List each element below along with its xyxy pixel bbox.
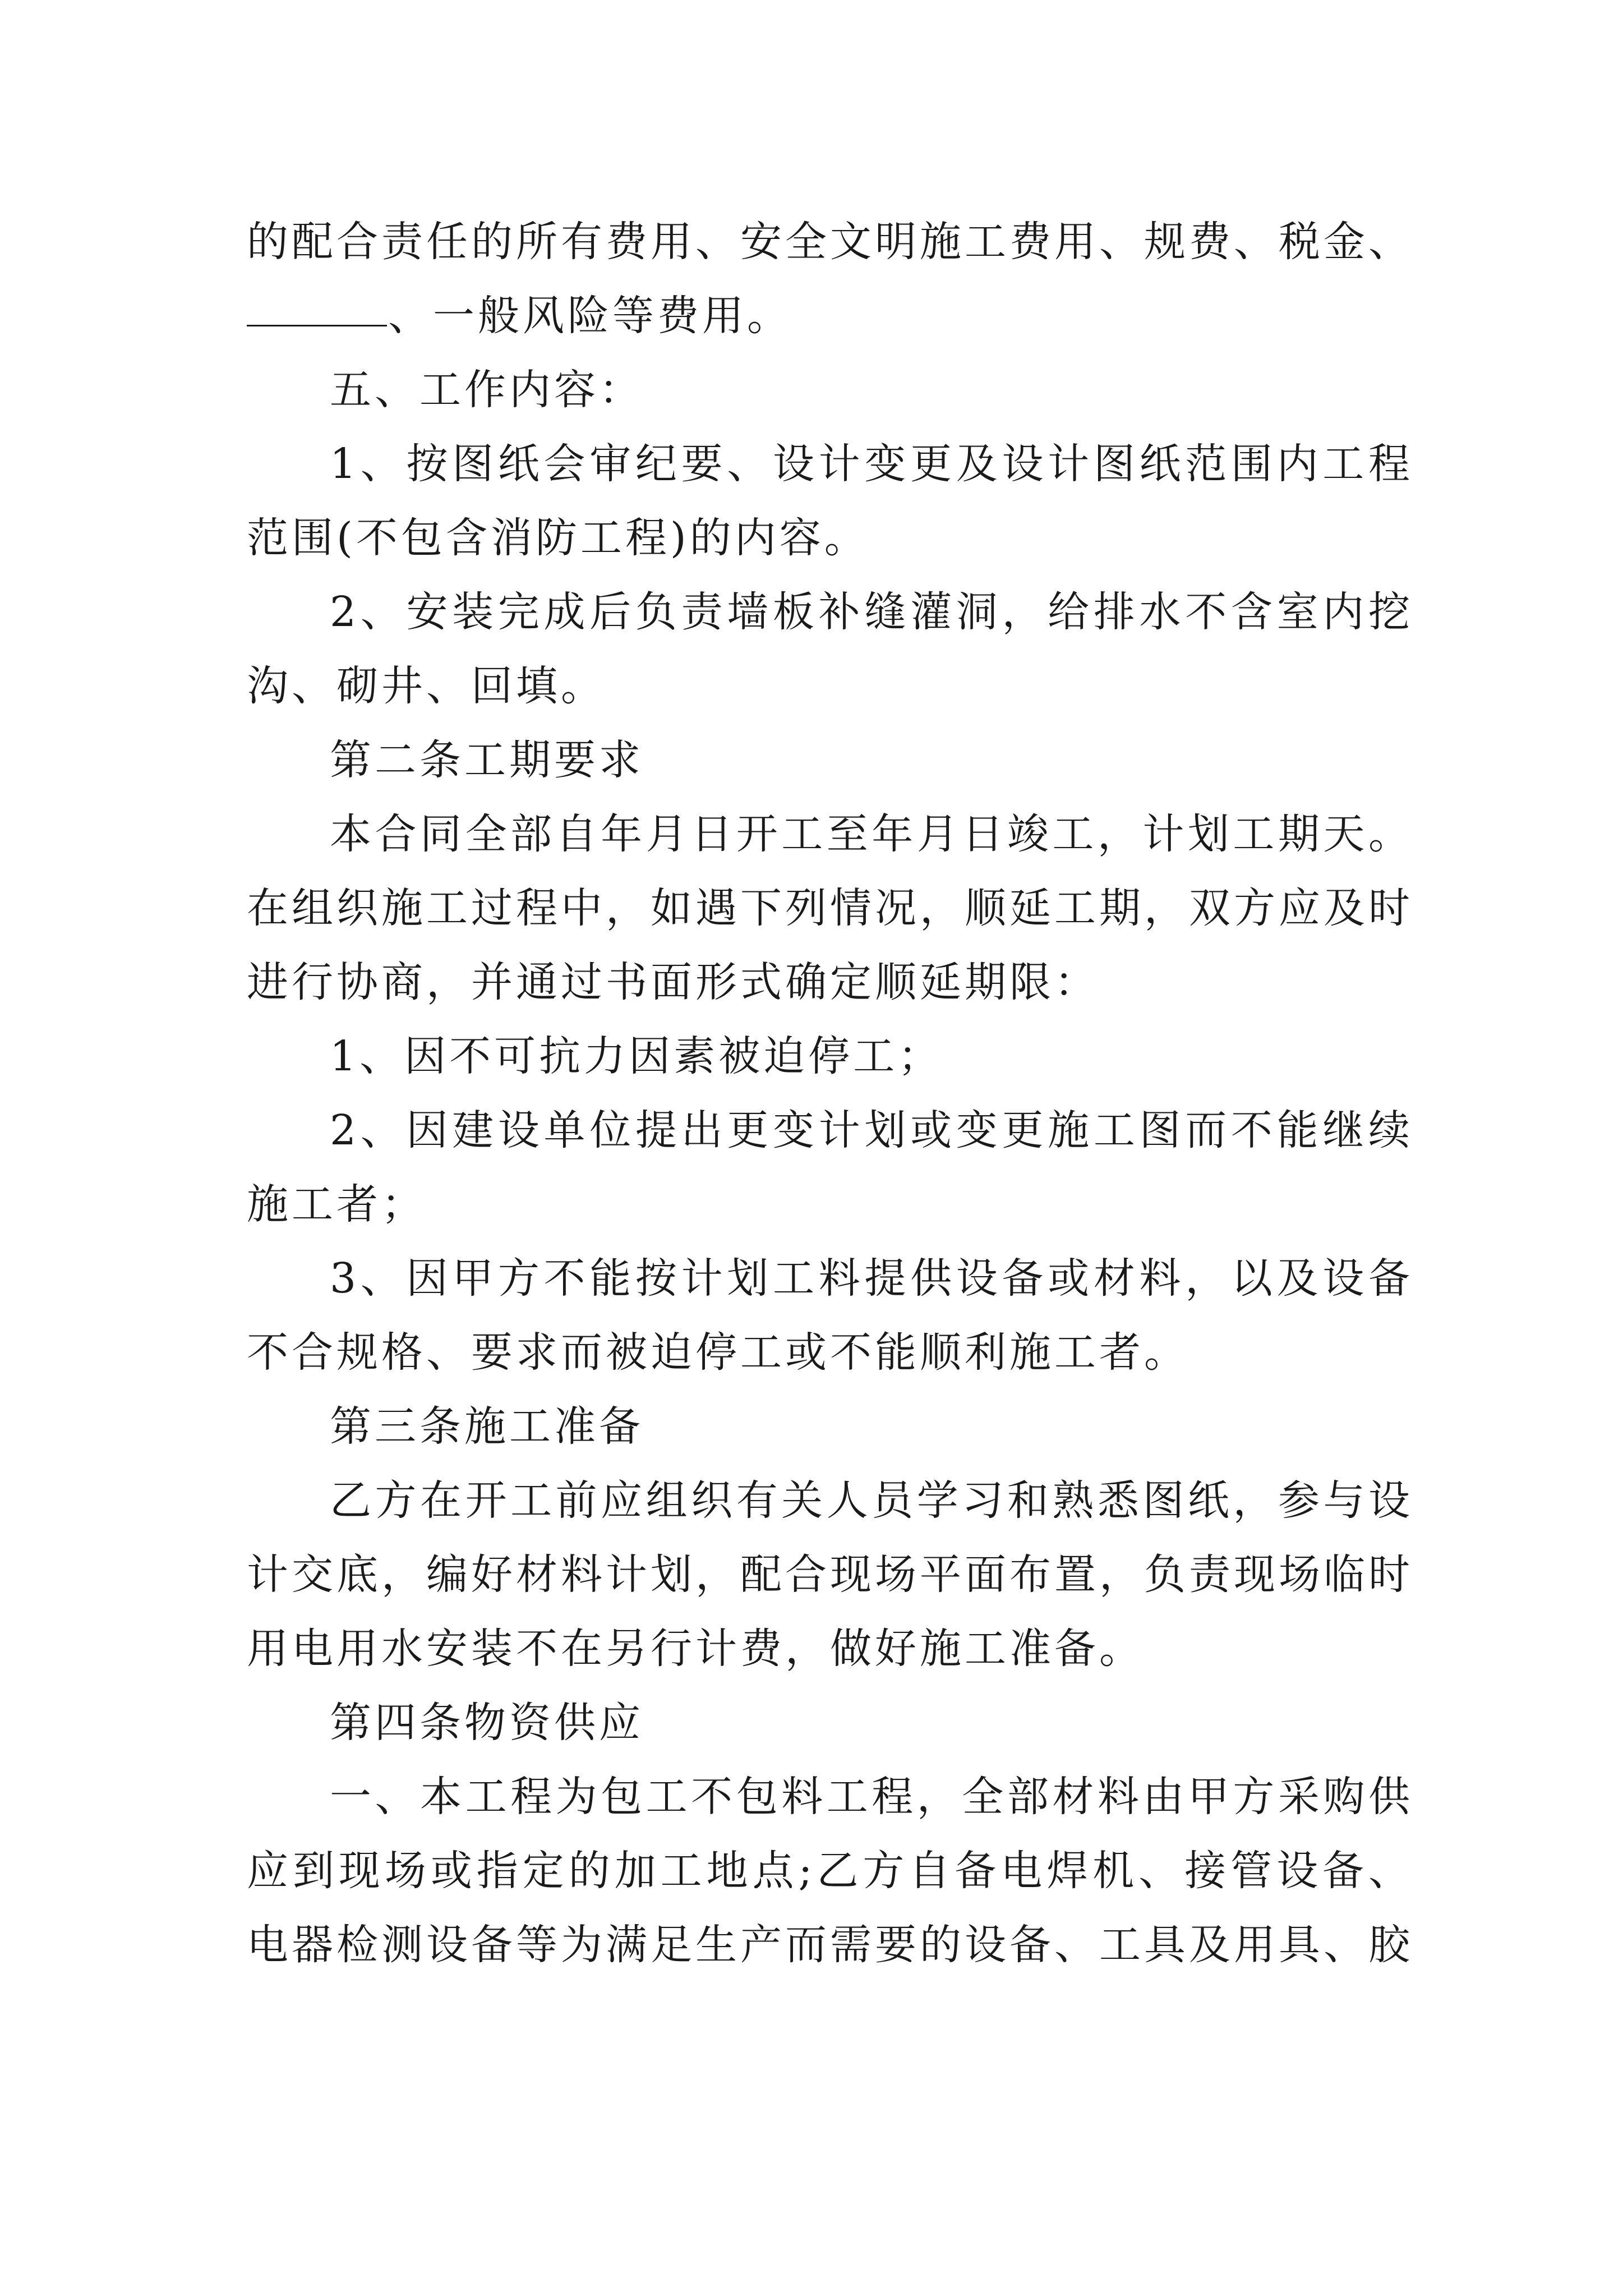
paragraph-text: 3、因甲方不能按计划工料提供设备或材料，以及设备不合规格、要求而被迫停工或不能顺利施工者。 [247,1254,1413,1377]
list-item [247,427,1413,575]
paragraph-text: 1、按图纸会审纪要、设计变更及设计图纸范围内工程范围(不包含消防工程)的内容。 [247,440,1413,562]
paragraph-text: 第二条工期要求 [330,736,644,784]
article-heading [247,723,1413,797]
paragraph [247,1760,1413,1982]
paragraph-continuation [247,205,1413,279]
paragraph-text: 第四条物资供应 [330,1699,644,1747]
fill-in-blank [247,324,387,326]
list-item [247,1019,1413,1093]
paragraph-text: 一、本工程为包工不包料工程，全部材料由甲方采购供应到现场或指定的加工地点;乙方自备电焊机、接管设备、电器检测设备等为满足生产而需要的设备、工具及用具、胶 [247,1773,1413,1969]
article-heading [247,1389,1413,1464]
paragraph-text: 1、因不可抗力因素被迫停工； [330,1032,943,1080]
paragraph-text: 的配合责任的所有费用、安全文明施工费用、规费、税金、 [247,218,1413,266]
paragraph-text: 乙方在开工前应组织有关人员学习和熟悉图纸，参与设计交底，编好材料计划，配合现场平面布置，负责现场临时用电用水安装不在另行计费，做好施工准备。 [247,1476,1413,1673]
list-item [247,1093,1413,1241]
article-heading [247,1686,1413,1760]
paragraph-text: 2、因建设单位提出更变计划或变更施工图而不能继续施工者； [247,1106,1413,1228]
document-body [247,205,1413,1982]
paragraph [247,797,1413,1019]
list-item [247,575,1413,723]
paragraph [247,1464,1413,1686]
paragraph-text: 、一般风险等费用。 [388,292,792,340]
paragraph-text: 2、安装完成后负责墙板补缝灌洞，给排水不含室内挖沟、砌井、回填。 [247,588,1413,710]
section-heading [247,353,1413,427]
paragraph-text: 本合同全部自年月日开工至年月日竣工，计划工期天。在组织施工过程中，如遇下列情况，顺延工期，双方应及时进行协商，并通过书面形式确定顺延期限： [247,810,1413,1006]
paragraph-text: 第三条施工准备 [330,1402,644,1451]
paragraph-with-blank [247,279,1413,353]
list-item [247,1241,1413,1389]
paragraph-text: 五、工作内容： [330,366,644,414]
